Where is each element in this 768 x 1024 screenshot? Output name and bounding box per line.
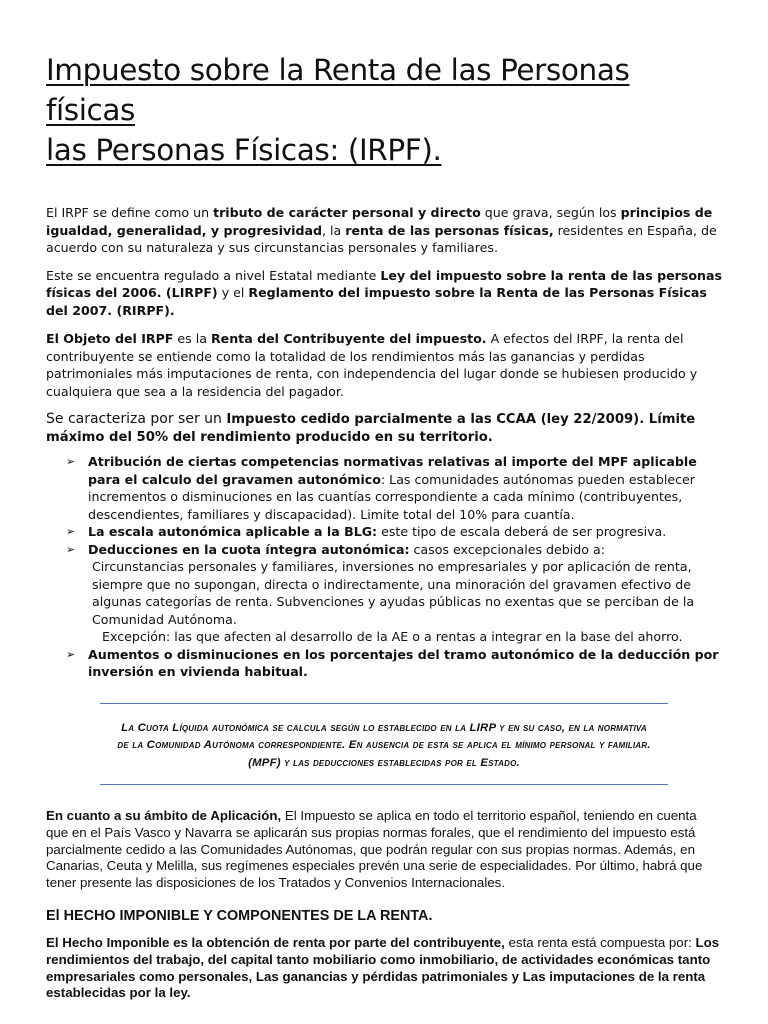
bold-run: Atribución de ciertas competencias normativas relativas al importe del MPF aplicable para el calculo del gravamen autonómico — [88, 454, 697, 487]
list-item — [66, 541, 722, 646]
list-exception: Excepción: las que afecten al desarrollo de la AE o a rentas a integrar en la base del ahorro. — [102, 629, 683, 644]
bold-run: El Objeto del IRPF — [46, 331, 174, 346]
bold-run: Los rendimientos del trabajo, del capital tanto mobiliario como inmobiliario, de actividades económicas tanto empresariales como personales, Las ganancias y pérdidas patrimoniales y Las imputaciones de la renta establecidas por la ley. — [46, 934, 720, 1001]
page-title — [46, 0, 722, 170]
paragraph-regulation — [46, 267, 722, 320]
text-run: casos excepcionales debido a: — [409, 541, 605, 557]
bold-run: Renta del Contribuyente del impuesto. — [210, 331, 487, 346]
highlight-text: La Cuota Líquida autonómica se calcula según lo establecido en la LIRP y en su caso, en la normativa de la Comunidad Autónoma correspondiente. En ausencia de esta se aplica el mínimo personal y familiar. (MPF) y las deducciones establecidas por el Estado. — [117, 721, 651, 769]
list-item — [66, 453, 722, 523]
bold-run: El Hecho Imponible es la obtención de renta por parte del contribuyente, — [46, 934, 505, 950]
arrow-bullet-icon: ➢ — [66, 525, 76, 538]
bullet-list — [46, 453, 722, 681]
title-line-2: las Personas Físicas: (IRPF). — [46, 133, 442, 167]
paragraph-object — [46, 330, 722, 400]
paragraph-taxable-event — [46, 935, 722, 1002]
text-run: residentes en España, de acuerdo con su naturaleza y sus circunstancias personales y familiares. — [46, 222, 717, 255]
bold-run: Aumentos o disminuciones en los porcentajes del tramo autonómico de la deducción por inversión en vivienda habitual. — [88, 646, 719, 679]
text-run: esta renta está compuesta por: — [504, 934, 696, 950]
bold-run: principios de igualdad, generalidad, y progresividad — [46, 205, 713, 238]
list-item — [66, 646, 722, 681]
highlight-box — [100, 703, 668, 786]
bold-run: Impuesto cedido parcialmente a las CCAA (ley 22/2009). Límite máximo del 50% del rendimiento producido en su territorio. — [46, 412, 696, 445]
paragraph-scope — [46, 808, 722, 892]
text-run: A efectos del IRPF, la renta del contribuyente se entiende como la totalidad de los rendimientos más las ganancias y perdidas patrimoniales más imputaciones de renta, con independencia del lugar donde se hubiesen producido y cualquiera que sea a la residencia del pagador. — [46, 331, 698, 399]
list-item — [66, 523, 722, 541]
bold-run: La escala autonómica aplicable a la BLG: — [88, 524, 378, 539]
bold-run: Reglamento del impuesto sobre la Renta de las Personas Físicas del 2007. (RIRPF). — [46, 285, 707, 318]
text-run: es la — [173, 331, 211, 346]
list-subtext: Circunstancias personales y familiares, inversiones no empresariales y por aplicación de renta, siempre que no supongan, directa o indirectamente, una minoración del gravamen efectivo de algunas categorías de renta. Subvenciones y ayudas públicas no exentas que se perciban de la Comunidad Autónoma. — [92, 559, 695, 627]
text-run: El IRPF se define como un — [46, 205, 214, 220]
bold-run: tributo de carácter personal y directo — [213, 205, 481, 220]
section-heading: El HECHO IMPONIBLE Y COMPONENTES DE LA RENTA. — [46, 907, 433, 924]
text-run: , la — [322, 222, 346, 238]
bold-run: renta de las personas físicas, — [345, 222, 554, 238]
title-line-1: Impuesto sobre la Renta de las Personas físicas — [46, 53, 630, 127]
text-run: : Las comunidades autónomas pueden establecer incrementos o disminuciones en las cuantías correspondiente a cada mínimo (contribuyentes, descendientes, familiares y discapacidad). Limite total del 10% para cuantía. — [88, 471, 695, 522]
arrow-bullet-icon: ➢ — [66, 647, 76, 661]
arrow-bullet-icon: ➢ — [66, 542, 76, 556]
paragraph-characteristics — [46, 410, 722, 447]
bold-run: Ley del impuesto sobre la renta de las personas físicas del 2006. (LIRPF) — [46, 267, 722, 300]
bold-run: En cuanto a su ámbito de Aplicación, — [46, 808, 282, 823]
text-run: y el — [217, 285, 249, 300]
text-run: El Impuesto se aplica en todo el territorio español, teniendo en cuenta que en el País Vasco y Navarra se aplicarán sus propias normas forales, que el rendimiento del impuesto está parcialmente cedido a las Comunidades Autónomas, que podrán regular con sus propias normas. Además, en Canarias, Ceuta y Melilla, sus regímenes especiales prevén una serie de especialidades. Por último, habrá que tener presente las disposiciones de los Tratados y Convenios Internacionales. — [46, 808, 703, 891]
arrow-bullet-icon: ➢ — [66, 455, 76, 468]
text-run: Este se encuentra regulado a nivel Estatal mediante — [46, 267, 381, 283]
bold-run: Deducciones en la cuota íntegra autonómica: — [88, 541, 410, 557]
text-run: que grava, según los — [480, 205, 621, 220]
paragraph-definition — [46, 204, 722, 257]
text-run: este tipo de escala deberá de ser progresiva. — [377, 524, 667, 539]
text-run: Se caracteriza por ser un — [46, 411, 227, 427]
